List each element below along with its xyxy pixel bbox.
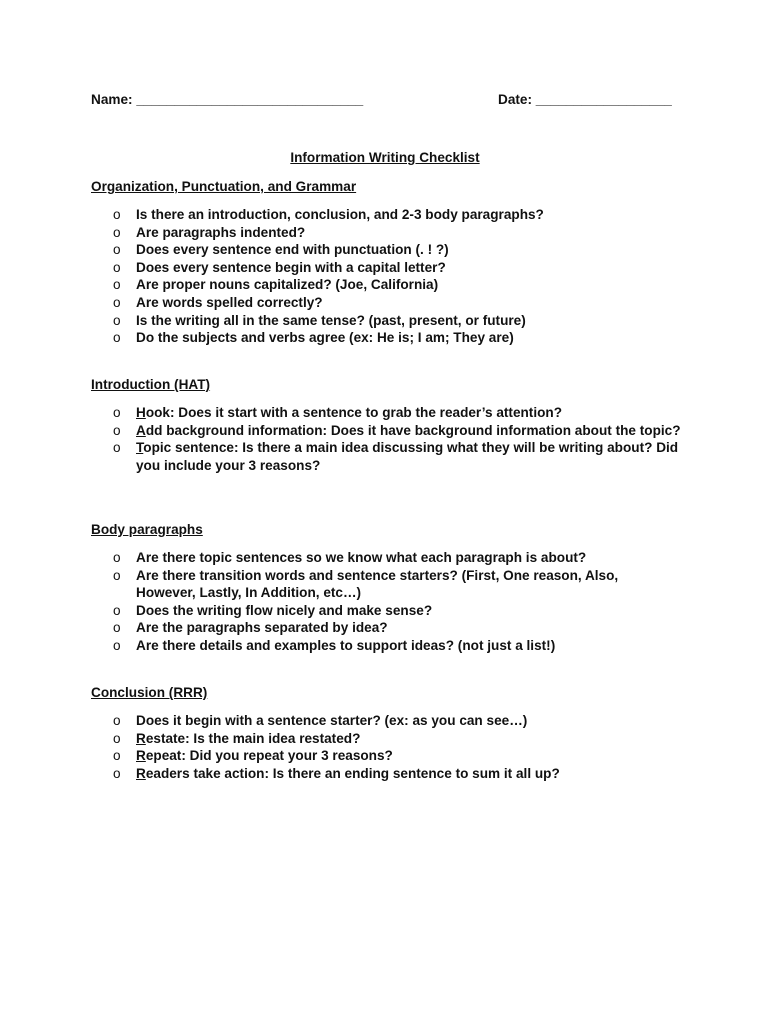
list-item: o Does it begin with a sentence starter? (ex: as you can see…) [113,713,528,728]
header-row [91,92,671,112]
list-item: o Does every sentence end with punctuation (. ! ?) [113,242,449,258]
list-item: o Topic sentence: Is there a main idea discussing what they will be writing about? Did you include your 3 reasons? [113,440,679,473]
list-item: o Are proper nouns capitalized? (Joe, California) [113,277,439,293]
list-item: o Is there an introduction, conclusion, and 2-3 body paragraphs? [113,207,544,222]
list-item: o Does the writing flow nicely and make sense? [113,602,433,618]
bullet-icon: o [113,242,121,258]
section-introduction [91,376,681,474]
section-body-paragraphs [91,521,681,655]
bullet-icon: o [113,765,121,781]
list-item: o Do the subjects and verbs agree (ex: He is; I am; They are) [113,330,514,346]
list-item: o Restate: Is the main idea restated? [113,730,361,746]
bullet-icon: o [113,294,121,310]
list-item: o Are there details and examples to support ideas? (not just a list!) [113,637,556,653]
checklist [91,712,681,782]
list-item: o Hook: Does it start with a sentence to grab the reader’s attention? [113,405,563,420]
list-item: o Repeat: Did you repeat your 3 reasons? [113,748,393,764]
section-heading: Introduction (HAT) [91,377,211,392]
bullet-icon: o [113,550,121,565]
list-item: o Are there transition words and sentence starters? (First, One reason, Also, However, Lastly, In Addition, etc…) [113,567,619,601]
bullet-icon: o [113,637,121,653]
list-item: o Add background information: Does it have background information about the topic? [113,422,681,438]
section-conclusion [91,684,681,782]
bullet-icon: o [113,713,121,728]
bullet-icon: o [113,422,121,438]
list-item: o Are there topic sentences so we know what each paragraph is about? [113,550,587,565]
date-field: Date: __________________ [498,92,672,107]
section-heading: Organization, Punctuation, and Grammar [91,179,357,194]
list-item: o Are words spelled correctly? [113,294,323,310]
list-item: o Is the writing all in the same tense? (past, present, or future) [113,312,526,328]
checklist [91,404,681,474]
bullet-icon: o [113,602,121,618]
bullet-icon: o [113,440,121,456]
bullet-icon: o [113,207,121,222]
section-heading: Body paragraphs [91,522,203,537]
bullet-icon: o [113,224,121,240]
bullet-icon: o [113,748,121,764]
list-item: o Does every sentence begin with a capital letter? [113,259,446,275]
bullet-icon: o [113,405,121,420]
list-item: o Are paragraphs indented? [113,224,306,240]
bullet-icon: o [113,277,121,293]
page-title: Information Writing Checklist [290,150,480,165]
checklist [91,206,681,347]
section-heading: Conclusion (RRR) [91,685,208,700]
bullet-icon: o [113,730,121,746]
section-organization [91,178,681,347]
name-field: Name: ______________________________ [91,92,364,107]
bullet-icon: o [113,259,121,275]
bullet-icon: o [113,620,121,636]
checklist [91,549,681,655]
bullet-icon: o [113,567,121,583]
bullet-icon: o [113,312,121,328]
list-item: o Readers take action: Is there an ending sentence to sum it all up? [113,765,560,781]
bullet-icon: o [113,330,121,346]
list-item: o Are the paragraphs separated by idea? [113,620,388,636]
